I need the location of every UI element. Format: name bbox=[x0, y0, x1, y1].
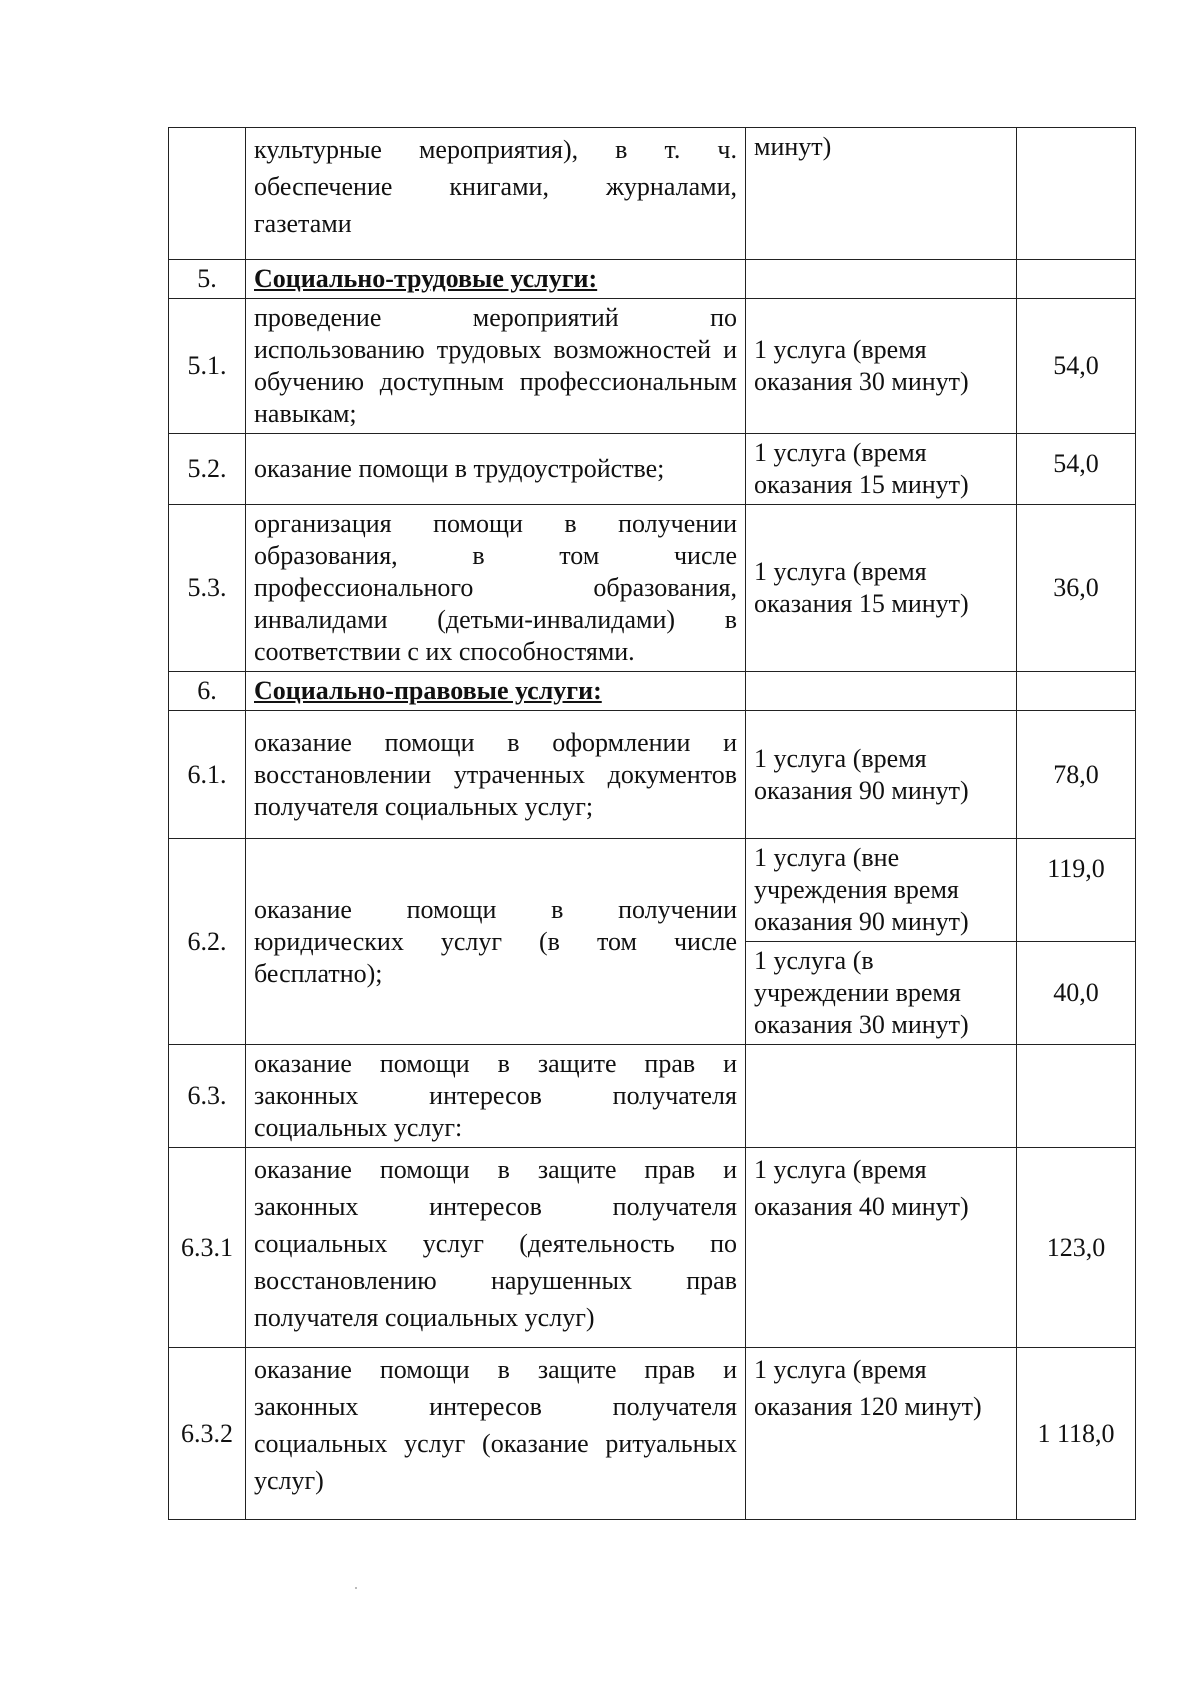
service-price: 36,0 bbox=[1017, 505, 1136, 672]
section-title: Социально-правовые услуги: bbox=[246, 672, 746, 711]
row-number: 5.3. bbox=[169, 505, 246, 672]
service-unit bbox=[746, 672, 1017, 711]
service-unit: 1 услуга (время оказания 40 минут) bbox=[746, 1148, 1017, 1348]
row-number: 6. bbox=[169, 672, 246, 711]
table-row bbox=[169, 1348, 1136, 1520]
table-row bbox=[169, 505, 1136, 672]
row-number: 5. bbox=[169, 260, 246, 299]
service-price: 40,0 bbox=[1017, 942, 1136, 1045]
row-number: 6.1. bbox=[169, 711, 246, 839]
row-number: 5.1. bbox=[169, 299, 246, 434]
service-unit: 1 услуга (в учреждении время оказания 30 минут) bbox=[746, 942, 1017, 1045]
scan-speck bbox=[355, 1587, 357, 1589]
service-price bbox=[1017, 128, 1136, 260]
service-description: проведение мероприятий по использованию трудовых возможностей и обучению доступным профессиональным навыкам; bbox=[246, 299, 746, 434]
service-price bbox=[1017, 1045, 1136, 1148]
row-number: 6.3. bbox=[169, 1045, 246, 1148]
service-unit: минут) bbox=[746, 128, 1017, 260]
service-price: 78,0 bbox=[1017, 711, 1136, 839]
row-number: 6.3.1 bbox=[169, 1148, 246, 1348]
service-description: культурные мероприятия), в т. ч. обеспечение книгами, журналами, газетами bbox=[246, 128, 746, 260]
service-description: оказание помощи в защите прав и законных интересов получателя социальных услуг (оказание ритуальных услуг) bbox=[246, 1348, 746, 1520]
service-price bbox=[1017, 672, 1136, 711]
service-price bbox=[1017, 260, 1136, 299]
service-description: оказание помощи в защите прав и законных интересов получателя социальных услуг (деятельность по восстановлению нарушенных прав получателя социальных услуг) bbox=[246, 1148, 746, 1348]
service-description: оказание помощи в оформлении и восстановлении утраченных документов получателя социальных услуг; bbox=[246, 711, 746, 839]
service-unit: 1 услуга (время оказания 30 минут) bbox=[746, 299, 1017, 434]
row-number: 6.3.2 bbox=[169, 1348, 246, 1520]
service-description: организация помощи в получении образования, в том числе профессионального образования, инвалидами (детьми-инвалидами) в соответствии с их способностями. bbox=[246, 505, 746, 672]
section-title: Социально-трудовые услуги: bbox=[246, 260, 746, 299]
service-price: 1 118,0 bbox=[1017, 1348, 1136, 1520]
service-unit: 1 услуга (время оказания 90 минут) bbox=[746, 711, 1017, 839]
service-price: 54,0 bbox=[1017, 434, 1136, 505]
row-number bbox=[169, 128, 246, 260]
section-row bbox=[169, 672, 1136, 711]
service-price: 54,0 bbox=[1017, 299, 1136, 434]
table-row bbox=[169, 1045, 1136, 1148]
row-number: 6.2. bbox=[169, 839, 246, 1045]
services-table bbox=[168, 127, 1136, 1520]
table-row bbox=[169, 1148, 1136, 1348]
table-row bbox=[169, 128, 1136, 260]
service-price: 119,0 bbox=[1017, 839, 1136, 942]
service-unit bbox=[746, 1045, 1017, 1148]
service-price: 123,0 bbox=[1017, 1148, 1136, 1348]
service-unit: 1 услуга (время оказания 120 минут) bbox=[746, 1348, 1017, 1520]
service-unit: 1 услуга (время оказания 15 минут) bbox=[746, 434, 1017, 505]
table-row bbox=[169, 299, 1136, 434]
row-number: 5.2. bbox=[169, 434, 246, 505]
table-row bbox=[169, 711, 1136, 839]
service-description: оказание помощи в трудоустройстве; bbox=[246, 434, 746, 505]
service-unit bbox=[746, 260, 1017, 299]
service-description: оказание помощи в получении юридических услуг (в том числе бесплатно); bbox=[246, 839, 746, 1045]
section-row bbox=[169, 260, 1136, 299]
service-unit: 1 услуга (время оказания 15 минут) bbox=[746, 505, 1017, 672]
service-description: оказание помощи в защите прав и законных интересов получателя социальных услуг: bbox=[246, 1045, 746, 1148]
service-unit: 1 услуга (вне учреждения время оказания 90 минут) bbox=[746, 839, 1017, 942]
table-row bbox=[169, 434, 1136, 505]
table-row bbox=[169, 839, 1136, 942]
